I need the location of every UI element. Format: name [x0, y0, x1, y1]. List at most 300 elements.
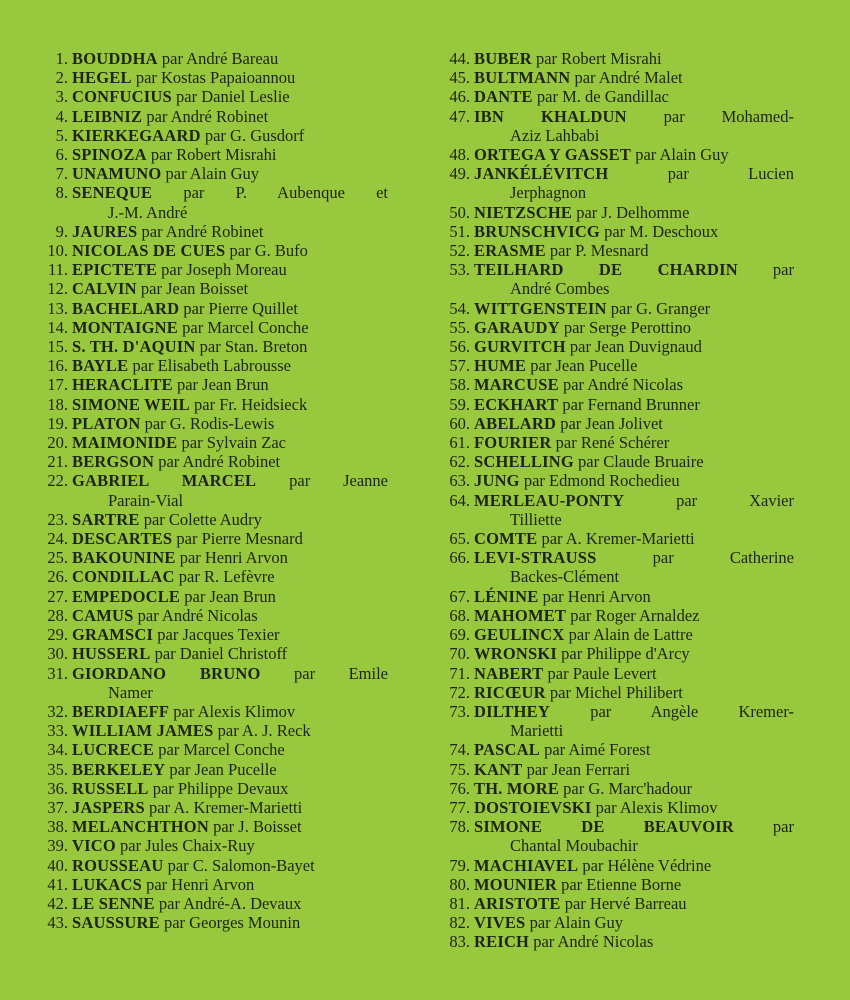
item-text [474, 375, 794, 394]
item-line [474, 779, 794, 798]
item-number: 49. [449, 164, 470, 184]
author-text: par Daniel Christoff [150, 644, 288, 664]
author-text: par G. Bufo [225, 241, 308, 261]
item-text [474, 299, 794, 318]
item-number: 3. [55, 87, 68, 107]
author-text: par Jean Brun [180, 586, 276, 606]
item-line [72, 510, 388, 529]
list-item [438, 414, 794, 433]
philosopher-name: SIMONE WEIL [72, 394, 190, 414]
list-item [36, 279, 388, 298]
author-text: par Alexis Klimov [169, 701, 296, 721]
philosopher-name: LÉNINE [474, 586, 539, 606]
author-text: par J. Boisset [208, 817, 302, 837]
philosopher-name: RUSSELL [72, 778, 149, 798]
philosopher-name: BULTMANN [474, 68, 571, 88]
list-item [438, 87, 794, 106]
list-item [36, 164, 388, 183]
list-item [438, 625, 794, 644]
list-item [36, 68, 388, 87]
item-text [474, 606, 794, 625]
item-line [72, 260, 388, 279]
item-text [72, 260, 388, 279]
item-line [474, 817, 794, 836]
item-text [72, 587, 388, 606]
author-text: par Jeanne [256, 471, 388, 491]
author-text: par Angèle Kremer- [550, 701, 794, 721]
item-line [72, 203, 388, 222]
item-line [72, 529, 388, 548]
list-item [438, 356, 794, 375]
item-number: 76. [449, 778, 470, 798]
item-text [72, 452, 388, 471]
item-line [474, 798, 794, 817]
item-line [72, 395, 388, 414]
list-item [36, 875, 388, 894]
item-text [72, 894, 388, 913]
author-text: Chantal Moubachir [510, 836, 638, 856]
philosopher-name: MAIMONIDE [72, 433, 178, 453]
list-item [36, 567, 388, 586]
item-line [474, 510, 794, 529]
item-text [474, 68, 794, 87]
item-number: 74. [449, 740, 470, 760]
item-text [72, 433, 388, 452]
author-text: par Elisabeth Labrousse [128, 356, 291, 376]
author-text: par C. Salomon-Bayet [163, 855, 315, 875]
philosopher-name: CONFUCIUS [72, 87, 172, 107]
list-item [438, 740, 794, 759]
item-line [474, 548, 794, 567]
item-text [474, 241, 794, 260]
philosopher-name: JAURES [72, 221, 138, 241]
list-item [438, 760, 794, 779]
item-line [72, 491, 388, 510]
item-text [72, 510, 388, 529]
philosopher-name: BOUDDHA [72, 49, 158, 68]
item-number: 70. [449, 644, 470, 664]
author-text: par G. Gusdorf [200, 125, 305, 145]
item-number: 12. [47, 279, 68, 299]
item-number: 25. [47, 548, 68, 568]
item-number: 29. [47, 625, 68, 645]
list-item [36, 49, 388, 68]
author-text: par Henri Arvon [538, 586, 651, 606]
item-line [474, 375, 794, 394]
philosopher-name: SAUSSURE [72, 913, 160, 933]
item-line [474, 913, 794, 932]
author-text: par Marcel Conche [178, 317, 309, 337]
item-number: 81. [449, 893, 470, 913]
philosopher-name: ROUSSEAU [72, 855, 164, 875]
item-line [474, 644, 794, 663]
item-line [72, 241, 388, 260]
list-item [438, 164, 794, 202]
philosopher-name: COMTE [474, 529, 538, 549]
philosopher-name: DANTE [474, 87, 533, 107]
philosopher-name: ABELARD [474, 413, 557, 433]
item-number: 72. [449, 682, 470, 702]
author-text: par Claude Bruaire [573, 452, 704, 472]
list-item [438, 606, 794, 625]
item-number: 39. [47, 836, 68, 856]
item-line [72, 760, 388, 779]
list-item [438, 241, 794, 260]
list-item [36, 260, 388, 279]
philosopher-name: MOUNIER [474, 874, 557, 894]
philosopher-name: BRUNSCHVICG [474, 221, 600, 241]
item-number: 19. [47, 413, 68, 433]
item-text [474, 702, 794, 740]
item-text [474, 145, 794, 164]
item-number: 55. [449, 317, 470, 337]
philosopher-name: HUSSERL [72, 644, 151, 664]
item-text [72, 779, 388, 798]
author-text: Tilliette [510, 509, 562, 529]
item-number: 16. [47, 356, 68, 376]
item-line [474, 241, 794, 260]
item-text [72, 414, 388, 433]
list-item [36, 318, 388, 337]
item-number: 30. [47, 644, 68, 664]
list-item [36, 510, 388, 529]
author-text: par P. Mesnard [545, 241, 649, 261]
philosopher-name: JUNG [474, 471, 520, 491]
item-number: 17. [47, 375, 68, 395]
author-text: par Pierre Mesnard [172, 529, 303, 549]
item-text [474, 107, 794, 145]
item-number: 80. [449, 874, 470, 894]
author-text: par Kostas Papaioannou [131, 68, 296, 88]
item-text [72, 183, 388, 221]
philosopher-name: PASCAL [474, 740, 540, 760]
philosopher-name: FOURIER [474, 433, 552, 453]
item-line [474, 529, 794, 548]
author-text: Aziz Lahbabi [510, 125, 600, 145]
item-text [474, 760, 794, 779]
item-number: 37. [47, 797, 68, 817]
item-text [72, 913, 388, 932]
item-number: 5. [55, 125, 68, 145]
item-text [72, 375, 388, 394]
item-line [474, 356, 794, 375]
item-text [474, 625, 794, 644]
item-text [72, 529, 388, 548]
item-line [474, 452, 794, 471]
item-text [474, 414, 794, 433]
philosopher-name: MELANCHTHON [72, 817, 209, 837]
item-number: 20. [47, 433, 68, 453]
item-number: 56. [449, 337, 470, 357]
author-text: Jerphagnon [510, 183, 587, 203]
list-item [36, 548, 388, 567]
philosopher-name: TEILHARD DE CHARDIN [474, 260, 738, 280]
author-text: par R. Lefèvre [174, 567, 275, 587]
list-item [36, 356, 388, 375]
list-item [36, 740, 388, 759]
philosopher-name: DESCARTES [72, 529, 173, 549]
author-text: J.-M. André [108, 202, 188, 222]
item-number: 9. [55, 221, 68, 241]
author-text: par Jean Pucelle [526, 356, 638, 376]
list-item [36, 664, 388, 702]
author-text: par Philippe Devaux [148, 778, 289, 798]
item-number: 21. [47, 452, 68, 472]
item-number: 61. [449, 433, 470, 453]
item-text [474, 664, 794, 683]
list-item [36, 721, 388, 740]
item-text [474, 548, 794, 586]
item-line [474, 875, 794, 894]
item-text [474, 260, 794, 298]
item-line [474, 145, 794, 164]
philosopher-name: MACHIAVEL [474, 855, 579, 875]
philosopher-name: GARAUDY [474, 317, 560, 337]
philosopher-name: BERGSON [72, 452, 155, 472]
item-number: 67. [449, 586, 470, 606]
item-line [72, 817, 388, 836]
philosopher-name: BERKELEY [72, 759, 166, 779]
item-text [474, 683, 794, 702]
list-item [438, 587, 794, 606]
item-line [474, 49, 794, 68]
list-item [438, 49, 794, 68]
item-line [474, 183, 794, 202]
item-line [72, 894, 388, 913]
philosopher-name: WILLIAM JAMES [72, 721, 214, 741]
philosopher-name: WITTGENSTEIN [474, 298, 607, 318]
list-item [438, 702, 794, 740]
item-number: 62. [449, 452, 470, 472]
list-item [36, 145, 388, 164]
philosopher-name: GIORDANO BRUNO [72, 663, 261, 683]
item-text [72, 126, 388, 145]
item-text [474, 913, 794, 932]
philosopher-name: NABERT [474, 663, 544, 683]
list-item [438, 337, 794, 356]
author-text: par P. Aubenque et [152, 183, 388, 203]
philosopher-name: RICŒUR [474, 682, 546, 702]
item-line [474, 107, 794, 126]
list-item [36, 471, 388, 509]
author-text: par Colette Audry [139, 509, 262, 529]
item-line [474, 433, 794, 452]
author-text: par Catherine [596, 548, 794, 568]
item-line [72, 683, 388, 702]
item-line [72, 856, 388, 875]
author-text: par Jacques Texier [153, 625, 280, 645]
item-number: 35. [47, 759, 68, 779]
item-line [474, 126, 794, 145]
list-item [36, 798, 388, 817]
author-text: par Henri Arvon [175, 548, 288, 568]
item-number: 75. [449, 759, 470, 779]
item-line [72, 126, 388, 145]
author-text: par Jean Boisset [136, 279, 249, 299]
list-item [36, 529, 388, 548]
item-line [72, 279, 388, 298]
author-text: par René Schérer [551, 433, 670, 453]
philosopher-name: GURVITCH [474, 337, 566, 357]
item-number: 24. [47, 529, 68, 549]
list-item [36, 107, 388, 126]
item-text [474, 452, 794, 471]
item-number: 4. [55, 106, 68, 126]
author-text: par Edmond Rochedieu [519, 471, 680, 491]
author-text: par Serge Perottino [559, 317, 691, 337]
item-line [72, 145, 388, 164]
item-number: 22. [47, 471, 68, 491]
item-text [72, 356, 388, 375]
item-number: 60. [449, 413, 470, 433]
item-line [72, 567, 388, 586]
list-item [438, 875, 794, 894]
philosopher-name: DOSTOIEVSKI [474, 797, 592, 817]
philosopher-name: SIMONE DE BEAUVOIR [474, 817, 734, 837]
item-text [474, 356, 794, 375]
item-text [474, 932, 794, 951]
author-text: Backes-Clément [510, 567, 620, 587]
list-item [438, 548, 794, 586]
author-text: par M. de Gandillac [532, 87, 669, 107]
item-line [474, 587, 794, 606]
item-text [72, 164, 388, 183]
philosopher-name: JANKÉLÉVITCH [474, 164, 609, 184]
philosopher-name: LE SENNE [72, 893, 155, 913]
item-line [474, 721, 794, 740]
item-number: 79. [449, 855, 470, 875]
philosopher-name: DILTHEY [474, 701, 550, 721]
item-text [72, 740, 388, 759]
item-text [474, 203, 794, 222]
philosopher-name: VIVES [474, 913, 526, 933]
philosopher-name: MAHOMET [474, 605, 567, 625]
item-number: 58. [449, 375, 470, 395]
list-item [438, 894, 794, 913]
item-line [474, 68, 794, 87]
philosopher-name: PLATON [72, 413, 141, 433]
philosopher-name: HERACLITE [72, 375, 173, 395]
list-item [36, 337, 388, 356]
item-text [72, 567, 388, 586]
philosopher-name: GABRIEL MARCEL [72, 471, 257, 491]
philosopher-name: ORTEGA Y GASSET [474, 145, 632, 165]
list-item [438, 644, 794, 663]
item-line [474, 279, 794, 298]
item-number: 42. [47, 893, 68, 913]
item-number: 33. [47, 721, 68, 741]
list-item [36, 894, 388, 913]
item-text [72, 87, 388, 106]
author-text: par Hélène Védrine [578, 855, 712, 875]
item-line [72, 740, 388, 759]
item-text [72, 299, 388, 318]
author-text: par M. Deschoux [599, 221, 719, 241]
item-number: 15. [47, 337, 68, 357]
author-text: par Henri Arvon [141, 874, 255, 894]
item-text [72, 721, 388, 740]
item-number: 65. [449, 529, 470, 549]
item-line [72, 375, 388, 394]
item-line [474, 740, 794, 759]
list-item [36, 856, 388, 875]
list-item [438, 798, 794, 817]
item-number: 73. [449, 701, 470, 721]
list-item [36, 183, 388, 221]
item-number: 8. [55, 183, 68, 203]
philosopher-name: CALVIN [72, 279, 137, 299]
list-item [36, 587, 388, 606]
item-line [474, 164, 794, 183]
item-line [474, 606, 794, 625]
item-text [474, 471, 794, 490]
item-number: 13. [47, 298, 68, 318]
list-item [438, 529, 794, 548]
item-line [474, 856, 794, 875]
item-number: 1. [55, 49, 68, 68]
philosopher-name: BAYLE [72, 356, 129, 376]
item-number: 83. [449, 932, 470, 952]
philosopher-name: HEGEL [72, 68, 132, 88]
item-number: 52. [449, 241, 470, 261]
item-text [474, 875, 794, 894]
item-text [72, 49, 388, 68]
item-line [474, 395, 794, 414]
item-line [474, 491, 794, 510]
item-number: 23. [47, 509, 68, 529]
item-text [72, 606, 388, 625]
philosopher-name: MARCUSE [474, 375, 559, 395]
item-text [474, 856, 794, 875]
list-item [438, 913, 794, 932]
item-line [72, 318, 388, 337]
item-number: 14. [47, 317, 68, 337]
item-number: 82. [449, 913, 470, 933]
author-text: par Xavier [624, 490, 794, 510]
item-line [72, 779, 388, 798]
item-number: 45. [449, 68, 470, 88]
list-item [438, 145, 794, 164]
item-number: 59. [449, 394, 470, 414]
philosopher-name: KIERKEGAARD [72, 125, 201, 145]
item-number: 36. [47, 778, 68, 798]
item-number: 28. [47, 605, 68, 625]
item-line [72, 299, 388, 318]
item-line [72, 164, 388, 183]
author-text: par [733, 817, 794, 837]
item-number: 18. [47, 394, 68, 414]
list-item [438, 471, 794, 490]
item-text [72, 241, 388, 260]
item-text [474, 894, 794, 913]
author-text: par A. J. Reck [213, 721, 311, 741]
item-line [474, 664, 794, 683]
author-text: par A. Kremer-Marietti [537, 529, 695, 549]
list-item [438, 817, 794, 855]
author-text: par Etienne Borne [556, 874, 682, 894]
list-item [36, 414, 388, 433]
item-text [474, 337, 794, 356]
philosopher-name: VICO [72, 836, 116, 856]
item-text [474, 817, 794, 855]
author-text: par Jean Duvignaud [565, 337, 702, 357]
author-text: par G. Granger [606, 298, 711, 318]
philosopher-name: JASPERS [72, 797, 145, 817]
list-item [438, 375, 794, 394]
author-text: par Fernand Brunner [558, 394, 700, 414]
list-item [36, 299, 388, 318]
item-number: 32. [47, 701, 68, 721]
